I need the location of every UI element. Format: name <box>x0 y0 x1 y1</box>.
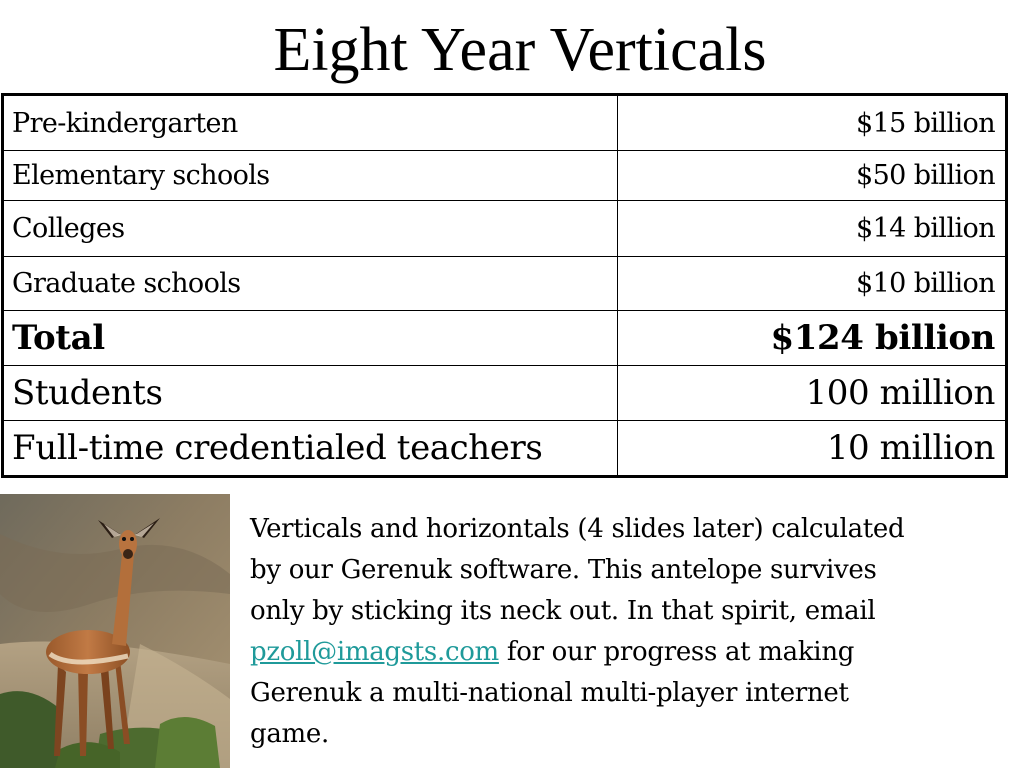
table-row <box>3 201 1007 257</box>
row-value: $15 billion <box>618 95 1007 151</box>
row-value: $50 billion <box>618 151 1007 201</box>
row-value: $14 billion <box>618 201 1007 257</box>
gerenuk-photo <box>0 494 230 768</box>
row-label: Full-time credentialed teachers <box>3 421 618 477</box>
table-row <box>3 257 1007 311</box>
caption-text <box>250 509 1020 755</box>
row-value: $124 billion <box>618 311 1007 366</box>
row-value: $10 billion <box>618 257 1007 311</box>
row-label: Colleges <box>3 201 618 257</box>
table-row <box>3 151 1007 201</box>
email-link[interactable]: pzoll@imagsts.com <box>250 637 499 667</box>
row-value: 10 million <box>618 421 1007 477</box>
caption-line: Verticals and horizontals (4 slides later) calculated <box>250 514 905 544</box>
table-row <box>3 421 1007 477</box>
row-value: 100 million <box>618 366 1007 421</box>
row-label: Pre-kindergarten <box>3 95 618 151</box>
caption-line: for our progress at making <box>498 637 855 667</box>
row-label: Elementary schools <box>3 151 618 201</box>
table-row <box>3 366 1007 421</box>
slide-title: Eight Year Verticals <box>273 16 767 84</box>
caption-line: only by sticking its neck out. In that spirit, email <box>250 596 876 626</box>
row-label: Total <box>3 311 618 366</box>
caption-line: by our Gerenuk software. This antelope survives <box>250 555 877 585</box>
table-row <box>3 95 1007 151</box>
caption-line: game. <box>250 719 329 749</box>
verticals-table <box>1 93 1008 478</box>
row-label: Graduate schools <box>3 257 618 311</box>
caption-line: Gerenuk a multi-national multi-player internet <box>250 678 849 708</box>
row-label: Students <box>3 366 618 421</box>
table-row-total <box>3 311 1007 366</box>
